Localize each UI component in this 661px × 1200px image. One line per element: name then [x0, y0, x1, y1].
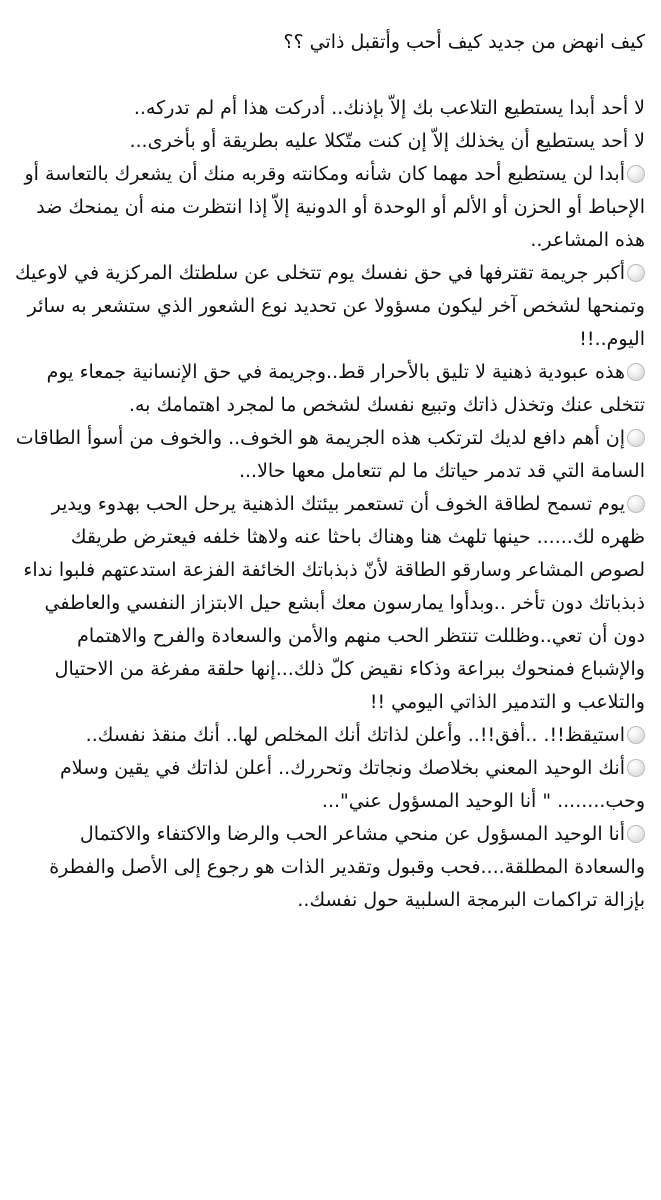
- white-circle-icon: [627, 726, 645, 744]
- bullet-text: أبدا لن يستطيع أحد مهما كان شأنه ومكانته وقربه منك أن يشعرك بالتعاسة أو الإحباط أو الحزن أو الألم أو الوحدة أو الدونية إلاّ إذا انتظرت منه أن يمنحك ضد هذه المشاعر..: [24, 163, 645, 251]
- bullet-paragraph: [14, 257, 645, 356]
- bullet-text: استيقظ!!. ..أفق!!.. وأعلن لذاتك أنك المخلص لها.. أنك منقذ نفسك..: [85, 724, 625, 746]
- post-title: كيف انهض من جديد كيف أحب وأتقبل ذاتي ؟؟: [283, 31, 645, 53]
- white-circle-icon: [627, 429, 645, 447]
- bullet-paragraph: [14, 752, 645, 818]
- white-circle-icon: [627, 363, 645, 381]
- bullet-text: أكبر جريمة تقترفها في حق نفسك يوم تتخلى عن سلطتك المركزية في لاوعيك وتمنحها لشخص آخر ليكون مسؤولا عن تحديد نوع الشعور الذي ستشعر به سائر اليوم..!!: [15, 262, 645, 350]
- bullet-paragraph: [14, 818, 645, 917]
- white-circle-icon: [627, 264, 645, 282]
- bullet-text: إن أهم دافع لديك لترتكب هذه الجريمة هو الخوف.. والخوف من أسوأ الطاقات السامة التي قد تدمر حياتك ما لم تتعامل معها حالا...: [15, 427, 645, 482]
- bullet-paragraph: [14, 422, 645, 488]
- white-circle-icon: [627, 825, 645, 843]
- intro-paragraph: لا أحد أبدا يستطيع التلاعب بك إلاّ بإذنك.. أدركت هذا أم لم تدركه..: [133, 97, 645, 119]
- bullet-text: أنا الوحيد المسؤول عن منحي مشاعر الحب والرضا والاكتفاء والاكتمال والسعادة المطلقة....فحب وقبول وتقدير الذات هو رجوع إلى الأصل والفطرة بإزالة تراكمات البرمجة السلبية حول نفسك..: [49, 823, 645, 911]
- bullet-paragraph: [14, 356, 645, 422]
- bullet-text: يوم تسمح لطاقة الخوف أن تستعمر بيئتك الذهنية يرحل الحب بهدوء ويدير ظهره لك...... حينها تلهث هنا وهناك باحثا عنه ولاهثا خلفه فيعترض طريقك لصوص المشاعر وسارقو الطاقة لأنّ ذبذباتك الخائفة الفزعة استدعتهم فلبوا نداء ذبذباتك دون تأخر ..وبدأوا يمارسون معك أبشع حيل الابتزاز النفسي والعاطفي دون أن تعي..وظللت تنتظر الحب منهم والأمن والسعادة والفرح والاهتمام والإشباع فمنحوك ببراعة وذكاء نقيض كلّ ذلك...إنها حلقة مفرغة من الاحتيال والتلاعب و التدمير الذاتي اليومي !!: [23, 493, 645, 713]
- bullet-paragraph: [14, 488, 645, 719]
- blank-line: [14, 59, 645, 92]
- bullet-text: أنك الوحيد المعني بخلاصك ونجاتك وتحررك.. أعلن لذاتك في يقين وسلام وحب........ " أنا الوحيد المسؤول عني"...: [60, 757, 645, 812]
- white-circle-icon: [627, 759, 645, 777]
- bullet-paragraph: [14, 719, 645, 752]
- white-circle-icon: [627, 495, 645, 513]
- bullet-paragraph: [14, 158, 645, 257]
- intro-paragraph: لا أحد يستطيع أن يخذلك إلاّ إن كنت متّكلا عليه بطريقة أو بأخرى...: [129, 130, 645, 152]
- white-circle-icon: [627, 165, 645, 183]
- bullet-text: هذه عبودية ذهنية لا تليق بالأحرار قط..وجريمة في حق الإنسانية جمعاء يوم تتخلى عنك وتخذل ذاتك وتبيع نفسك لشخص ما لمجرد اهتمامك به.: [46, 361, 645, 416]
